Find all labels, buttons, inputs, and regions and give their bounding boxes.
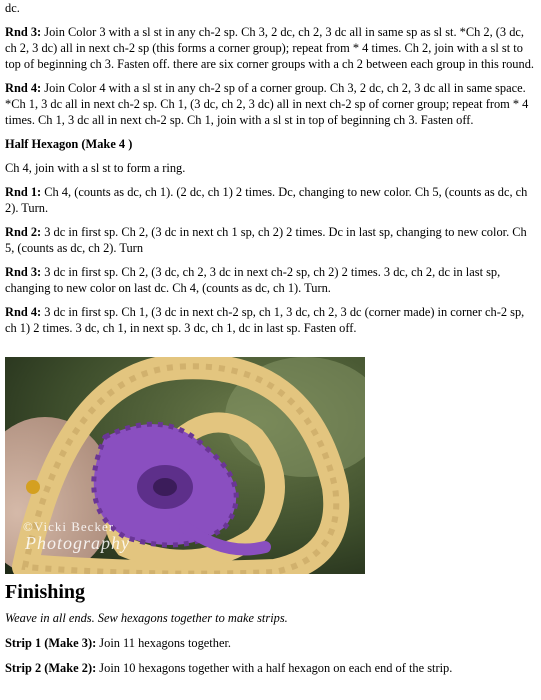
strip-label: Strip 2 (Make 2):: [5, 661, 97, 675]
strip-1-instruction: [5, 635, 535, 651]
continued-fragment: dc.: [5, 1, 20, 15]
round-4-instruction: [5, 80, 535, 128]
half-hexagon-heading: Half Hexagon (Make 4 ): [5, 137, 133, 151]
round-3-instruction: [5, 24, 535, 72]
half-round-1: [5, 184, 535, 216]
round-text: 3 dc in first sp. Ch 1, (3 dc in next ch-2 sp, ch 1, 3 dc, ch 2, 3 dc (corner made) in corner ch-2 sp, ch 1) 2 times. 3 dc, ch 1, in next sp. 3 dc, ch 1, dc in last sp. Fasten off.: [5, 305, 525, 335]
round-label: Rnd 4:: [5, 305, 42, 319]
half-round-3: [5, 264, 535, 296]
round-label: Rnd 2:: [5, 225, 42, 239]
strip-text: Join 10 hexagons together with a half hexagon on each end of the strip.: [96, 661, 453, 675]
strip-text: Join 11 hexagons together.: [96, 636, 231, 650]
finishing-instruction: Weave in all ends. Sew hexagons together to make strips.: [5, 611, 288, 625]
strip-label: Strip 1 (Make 3):: [5, 636, 97, 650]
half-hexagon-intro: Ch 4, join with a sl st to form a ring.: [5, 161, 186, 175]
round-text: Join Color 3 with a sl st in any ch-2 sp. Ch 3, 2 dc, ch 2, 3 dc all in same sp as sl st. *Ch 2, (3 dc, ch 2, 3 dc) all in next ch-2 sp (this forms a corner group); repeat from * 4 times. Ch 2, join with a sl st to top of beginning ch 3. Fasten off. there are six corner groups with a ch 2 between each group in this round.: [5, 25, 534, 71]
pattern-text: [5, 0, 535, 336]
round-label: Rnd 4:: [5, 81, 42, 95]
round-label: Rnd 3:: [5, 25, 42, 39]
half-round-4: [5, 304, 535, 336]
round-label: Rnd 3:: [5, 265, 42, 279]
finishing-heading: Finishing: [5, 581, 86, 603]
finishing-text: [5, 610, 535, 676]
watermark-name: ©Vicki Becker: [23, 519, 115, 534]
round-label: Rnd 1:: [5, 185, 42, 199]
watermark-photography: Photography: [25, 533, 130, 553]
round-text: 3 dc in first sp. Ch 2, (3 dc in next ch 1 sp, ch 2) 2 times. Dc in last sp, changing to new color. Ch 5, (counts as dc, ch 2). Turn: [5, 225, 527, 255]
strip-2-instruction: [5, 660, 535, 676]
crochet-photo: [5, 357, 365, 574]
half-round-2: [5, 224, 535, 256]
round-text: Join Color 4 with a sl st in any ch-2 sp of a corner group. Ch 3, 2 dc, ch 2, 3 dc all in same space. *Ch 1, 3 dc all in next ch-2 sp. Ch 1, (3 dc, ch 2, 3 dc) all in next ch-2 sp of corner group; repeat from * 4 times. Ch 1, 3 dc all in next ch-2 sp. Ch 1, join with a sl st in top of beginning ch 3. Fasten off.: [5, 81, 529, 127]
round-text: Ch 4, (counts as dc, ch 1). (2 dc, ch 1) 2 times. Dc, changing to new color. Ch 5, (counts as dc, ch 2). Turn.: [5, 185, 528, 215]
round-text: 3 dc in first sp. Ch 2, (3 dc, ch 2, 3 dc in next ch-2 sp, ch 2) 2 times. 3 dc, ch 2, dc in last sp, changing to new color on last dc. Ch 4, (counts as dc, ch 1). Turn.: [5, 265, 501, 295]
